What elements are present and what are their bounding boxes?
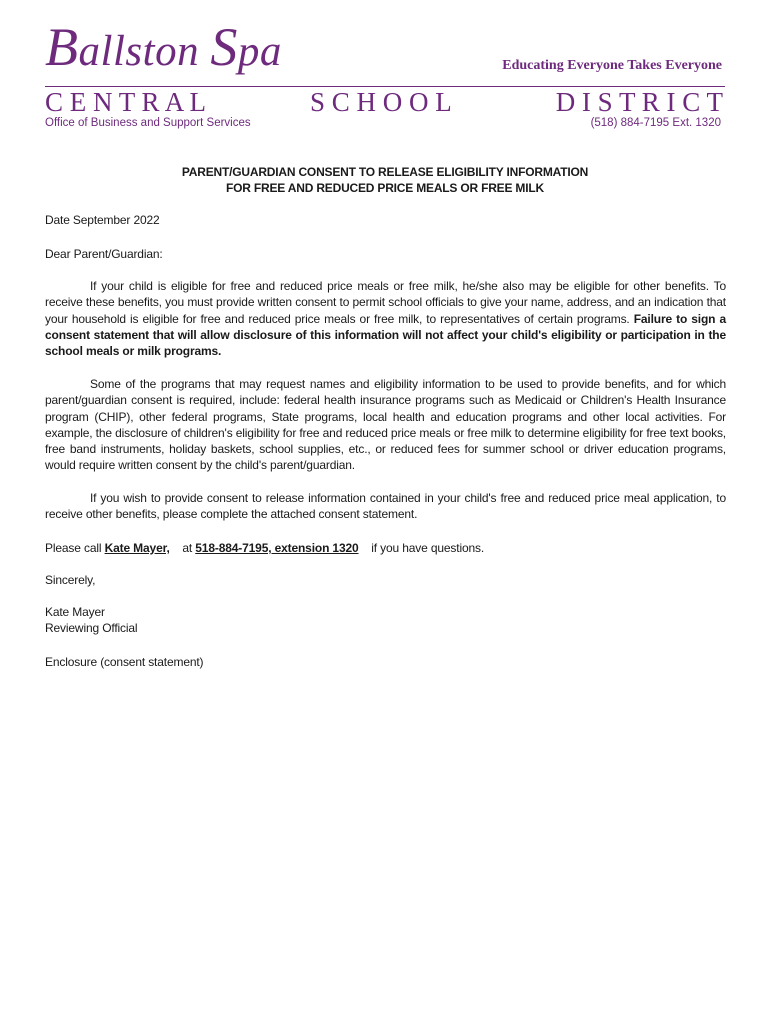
signer-title: Reviewing Official [45, 621, 138, 636]
office-phone: (518) 884-7195 Ext. 1320 [590, 117, 721, 129]
date-line: Date September 2022 [45, 213, 160, 227]
signer-name: Kate Mayer [45, 605, 105, 619]
contact-suffix: if you have questions. [358, 541, 485, 555]
paragraph-3-text: If you wish to provide consent to release information contained in your child's free and reduced price meal application, to receive other benefits, please complete the attached consent statement. [45, 491, 726, 522]
paragraph-1-bold: Failure to sign a consent statement that will allow disclosure of this information will not affect your child's eligibility or participation in the school meals or milk programs. [45, 311, 726, 359]
paragraph-2-text: Some of the programs that may request names and eligibility information to be used to provide benefits, and for which parent/guardian consent is required, include: federal health insurance programs such as Medicaid or Children's Health Insurance program (CHIP), other federal programs, State programs, local health and education programs and other local activities. For example, the disclosure of children's eligibility for free and reduced price meals or free milk to determine eligibility for free text books, free band instruments, holiday baskets, school supplies, etc., or reduced fees for summer school or driver education programs, would require written consent by the child's parent/guardian. [45, 377, 726, 473]
district-word-district: D I S T R I C T [555, 87, 723, 117]
contact-name: Kate Mayer, [104, 541, 170, 555]
tagline: Educating Everyone Takes Everyone [502, 58, 722, 73]
paragraph-3 [45, 490, 726, 523]
title-line-1: PARENT/GUARDIAN CONSENT TO RELEASE ELIGIBILITY INFORMATION [181, 165, 589, 179]
logo-initial-s: S [210, 17, 238, 77]
logo-text-2: pa [237, 28, 282, 75]
paragraph-1 [45, 278, 726, 359]
logo-text-1: allston [78, 28, 211, 75]
district-logo [45, 17, 282, 77]
closing-line: Sincerely, [45, 573, 96, 587]
logo-initial-b: B [45, 17, 79, 77]
title-line-2: FOR FREE AND REDUCED PRICE MEALS OR FREE MILK [226, 181, 544, 195]
enclosure [45, 654, 726, 670]
paragraph-1-text: If your child is eligible for free and reduced price meals or free milk, he/she also may be eligible for other benefits. To receive these benefits, you must provide written consent to permit school officials to give your name, address, and an indication that your household is eligible for free and reduced price meals or free milk, to representatives of certain programs. [45, 279, 726, 326]
office-name: Office of Business and Support Services [45, 117, 251, 129]
letter-date [45, 212, 726, 228]
paragraph-2 [45, 376, 726, 474]
letter-salutation [45, 246, 726, 262]
contact-prefix: Please call [45, 541, 105, 555]
salutation-line: Dear Parent/Guardian: [45, 247, 163, 261]
contact-phone: 518-884-7195, extension 1320 [195, 541, 359, 555]
district-word-school: S C H O O L [309, 87, 452, 117]
closing [45, 572, 726, 588]
signature-block [45, 604, 726, 637]
contact-mid: at [169, 541, 196, 555]
district-word-central: C E N T R A L [45, 87, 207, 117]
district-name [45, 89, 723, 116]
contact-line [45, 540, 726, 556]
document-title [45, 164, 725, 196]
enclosure-line: Enclosure (consent statement) [45, 655, 204, 669]
